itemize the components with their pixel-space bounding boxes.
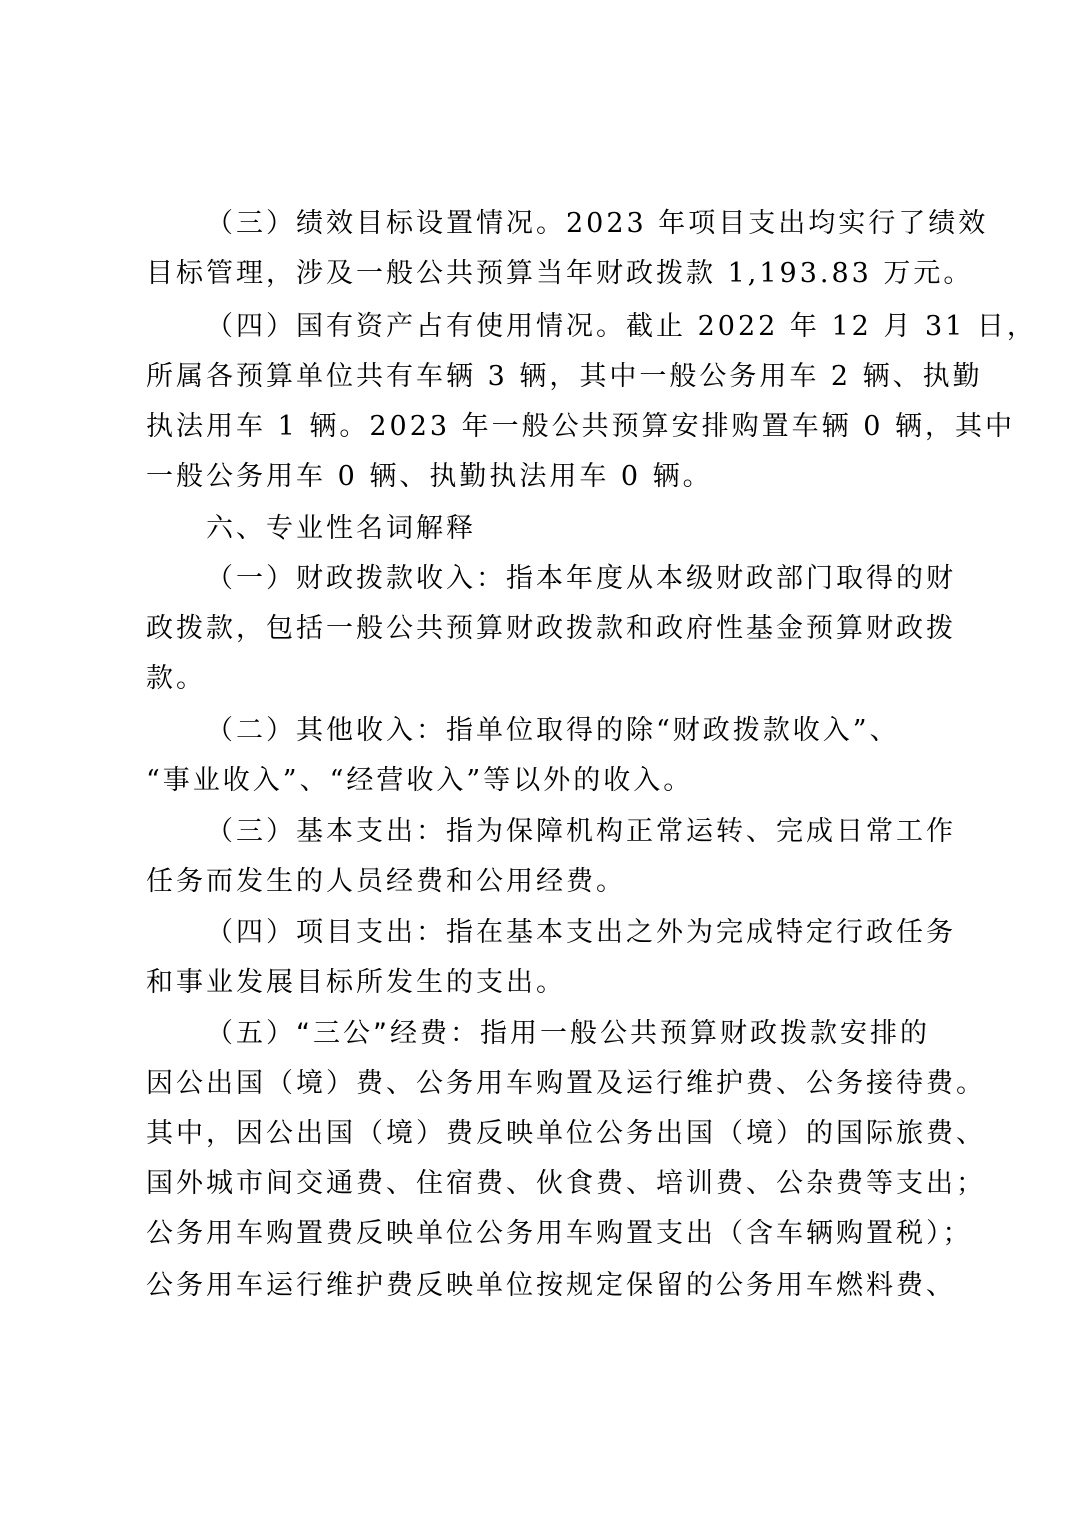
text-line: 一般公务用车 0 辆、执勤执法用车 0 辆。 <box>146 461 713 492</box>
definition: 指为保障机构正常运转、完成日常工作 <box>446 816 956 847</box>
definition: 指单位取得的除“财政拨款收入”、 <box>446 715 900 746</box>
text-line: （四）国有资产占有使用情况。截止 2022 年 12 月 31 日， <box>206 311 1037 342</box>
item-label: （一） <box>206 563 296 594</box>
text-line: 其中，因公出国（境）费反映单位公务出国（境）的国际旅费、 <box>146 1118 986 1149</box>
item-label: （二） <box>206 715 296 746</box>
item-label: （四） <box>206 917 296 948</box>
term: 财政拨款收入： <box>296 563 506 594</box>
definition: 指用一般公共预算财政拨款安排的 <box>479 1018 930 1049</box>
text-line: 所属各预算单位共有车辆 3 辆，其中一般公务用车 2 辆、执勤 <box>146 361 983 392</box>
text-line: “事业收入”、“经营收入”等以外的收入。 <box>146 765 694 796</box>
definition: 指在基本支出之外为完成特定行政任务 <box>446 917 956 948</box>
section-heading: 六、专业性名词解释 <box>206 513 476 544</box>
text-line: 公务用车运行维护费反映单位按规定保留的公务用车燃料费、 <box>146 1270 956 1301</box>
item-label: （五） <box>206 1018 296 1049</box>
text-line: 任务而发生的人员经费和公用经费。 <box>146 866 626 897</box>
paragraph-line <box>206 713 936 749</box>
term: 基本支出： <box>296 816 446 847</box>
term: 项目支出： <box>296 917 446 948</box>
text-line: 款。 <box>146 663 206 694</box>
paragraph-line <box>206 814 956 850</box>
item-label: （三） <box>206 816 296 847</box>
text-line: 执法用车 1 辆。2023 年一般公共预算安排购置车辆 0 辆，其中 <box>146 411 1015 442</box>
text-line: 国外城市间交通费、住宿费、伙食费、培训费、公杂费等支出； <box>146 1168 986 1199</box>
paragraph-line <box>206 561 956 597</box>
text-line: （三）绩效目标设置情况。2023 年项目支出均实行了绩效 <box>206 208 989 239</box>
text-line: 和事业发展目标所发生的支出。 <box>146 967 566 998</box>
definition: 指本年度从本级财政部门取得的财 <box>506 563 956 594</box>
paragraph-line <box>206 915 956 951</box>
term: “三公”经费： <box>296 1018 480 1049</box>
term: 其他收入： <box>296 715 446 746</box>
text-line: 公务用车购置费反映单位公务用车购置支出（含车辆购置税）； <box>146 1218 973 1249</box>
text-line: 目标管理，涉及一般公共预算当年财政拨款 1,193.83 万元。 <box>146 258 974 289</box>
text-line: 政拨款，包括一般公共预算财政拨款和政府性基金预算财政拨 <box>146 613 956 644</box>
paragraph-line <box>206 1016 936 1052</box>
text-line: 因公出国（境）费、公务用车购置及运行维护费、公务接待费。 <box>146 1068 986 1099</box>
